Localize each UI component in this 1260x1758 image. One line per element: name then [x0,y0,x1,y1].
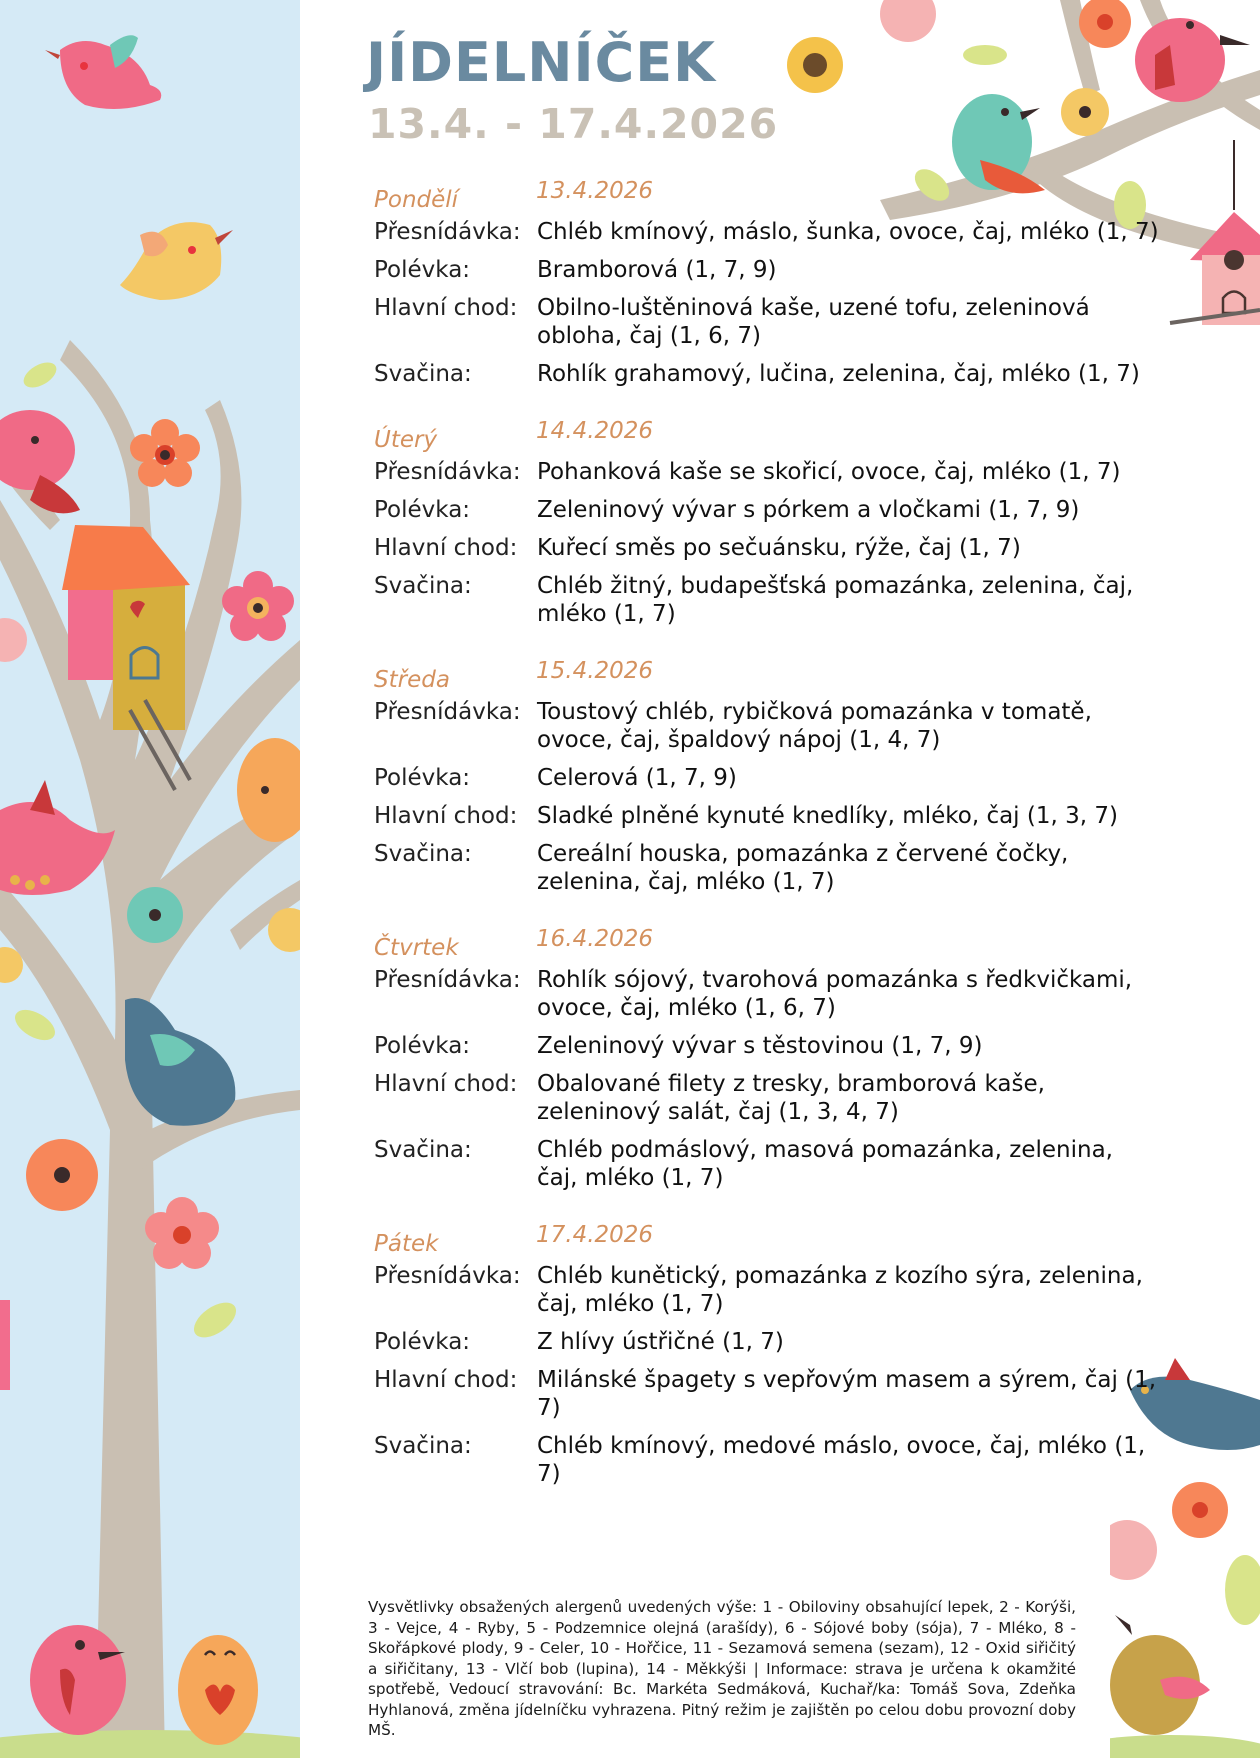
day-friday [374,1222,1194,1488]
day-date: 16.4.2026 [536,926,654,952]
meal-label: Hlavní chod: [374,535,518,561]
pink-bird-branch-icon [0,410,80,513]
meal-row-snack-morning [374,218,1194,246]
pink-bird-bottom-icon [30,1625,126,1735]
meal-row-soup [374,1328,1194,1356]
meal-row-snack-morning [374,966,1194,1022]
day-date: 15.4.2026 [536,658,654,684]
day-name: Čtvrtek [374,935,459,961]
meal-label: Hlavní chod: [374,1367,518,1393]
meal-label: Polévka: [374,1329,471,1355]
meal-value: Rohlík grahamový, lučina, zelenina, čaj, mléko (1, 7) [537,361,1140,387]
meal-label: Hlavní chod: [374,1071,518,1097]
orange-star-flower-icon [26,1139,98,1211]
meal-label: Přesnídávka: [374,459,521,485]
meal-label: Svačina: [374,841,472,867]
teal-flower-icon [127,887,183,943]
meal-value: Rohlík sójový, tvarohová pomazánka s ředkvičkami, ovoce, čaj, mléko (1, 6, 7) [537,967,1133,1021]
tree-illustration [0,0,300,1758]
meal-row-soup [374,764,1194,792]
meal-row-snack-morning [374,1262,1194,1318]
meal-value: Chléb žitný, budapešťská pomazánka, zelenina, čaj, mléko (1, 7) [537,573,1134,627]
olive-bird-icon [1110,1615,1210,1735]
orange-flower-icon [130,419,200,487]
meal-label: Polévka: [374,1033,471,1059]
meal-value: Kuřecí směs po sečuánsku, rýže, čaj (1, 7) [537,535,1021,561]
meal-label: Přesnídávka: [374,699,521,725]
weekly-menu [374,178,1194,1518]
yellow-bird-icon [120,222,233,300]
day-name: Úterý [374,427,438,453]
day-header [374,418,1194,452]
day-date: 13.4.2026 [536,178,654,204]
meal-row-main [374,534,1194,562]
meal-row-snack-morning [374,458,1194,486]
meal-value: Zeleninový vývar s pórkem a vločkami (1, 7, 9) [537,497,1080,523]
day-thursday [374,926,1194,1192]
meal-row-snack-afternoon [374,1432,1194,1488]
meal-value: Obalované filety z tresky, bramborová kaše, zeleninový salát, čaj (1, 3, 4, 7) [537,1071,1045,1125]
meal-label: Polévka: [374,257,471,283]
meal-value: Milánské špagety s vepřovým masem a sýrem, čaj (1, 7) [537,1367,1157,1421]
meal-row-main [374,294,1194,350]
red-flower-icon [145,1197,219,1269]
meal-value: Toustový chléb, rybičková pomazánka v tomatě, ovoce, čaj, špaldový nápoj (1, 4, 7) [537,699,1092,753]
day-name: Pondělí [374,187,459,213]
meal-row-snack-morning [374,698,1194,754]
day-header [374,1222,1194,1256]
meal-row-snack-afternoon [374,840,1194,896]
meal-row-soup [374,496,1194,524]
meal-value: Chléb podmáslový, masová pomazánka, zelenina, čaj, mléko (1, 7) [537,1137,1113,1191]
day-name: Pátek [374,1231,439,1257]
meal-row-soup [374,1032,1194,1060]
rose-icon [880,0,936,42]
meal-row-main [374,1366,1194,1422]
meal-label: Přesnídávka: [374,967,521,993]
meal-value: Z hlívy ústřičné (1, 7) [537,1329,784,1355]
meal-value: Bramborová (1, 7, 9) [537,257,777,283]
meal-row-snack-afternoon [374,360,1194,388]
day-tuesday [374,418,1194,628]
meal-label: Polévka: [374,765,471,791]
day-date: 14.4.2026 [536,418,654,444]
allergen-legend-footer: Vysvětlivky obsažených alergenů uvedených výše: 1 - Obiloviny obsahující lepek, 2 - Korýši, 3 - Vejce, 4 - Ryby, 5 - Podzemnice olejná (arašídy), 6 - Sójové boby (sója), 7 - Mléko, 8 - Skořápkové plody, 9 - Celer, 10 - Hořčice, 11 - Sezamová semena (sezam), 12 - Oxid siřičitý a siřičitany, 13 - Vlčí bob (lupina), 14 - Měkkýši | Informace: strava je určena k okamžité spotřebě, Vedoucí stravování: Bc. Markéta Sedmáková, Kuchař/ka: Tomáš Sova, Zdeňka Hyhlanová, změna jídelníčku vyhrazena. Pitný režim je zajištěn po celou dobu provozní doby MŠ. [368,1598,1076,1739]
meal-value: Obilno-luštěninová kaše, uzené tofu, zeleninová obloha, čaj (1, 6, 7) [537,295,1090,349]
yellow-flower-top-icon [1061,88,1109,136]
meal-label: Přesnídávka: [374,1263,521,1289]
meal-row-main [374,1070,1194,1126]
meal-label: Svačina: [374,361,472,387]
day-header [374,658,1194,692]
rose-right-icon [1110,1520,1157,1580]
day-wednesday [374,658,1194,896]
meal-value: Celerová (1, 7, 9) [537,765,737,791]
meal-row-soup [374,256,1194,284]
meal-row-snack-afternoon [374,572,1194,628]
meal-label: Přesnídávka: [374,219,521,245]
pink-bird-icon [45,35,161,109]
day-monday [374,178,1194,388]
decorative-side-panel [0,0,300,1758]
meal-value: Pohanková kaše se skořicí, ovoce, čaj, mléko (1, 7) [537,459,1121,485]
meal-value: Chléb kmínový, medové máslo, ovoce, čaj, mléko (1, 7) [537,1433,1146,1487]
meal-value: Chléb kmínový, máslo, šunka, ovoce, čaj, mléko (1, 7) [537,219,1159,245]
day-name: Středa [374,667,450,693]
page-title: JÍDELNÍČEK [366,31,716,94]
day-header [374,926,1194,960]
day-date: 17.4.2026 [536,1222,654,1248]
date-range: 13.4. - 17.4.2026 [368,100,779,148]
meal-value: Chléb kunětický, pomazánka z kozího sýra, zelenina, čaj, mléko (1, 7) [537,1263,1143,1317]
meal-row-main [374,802,1194,830]
meal-label: Svačina: [374,1433,472,1459]
orange-chick-heart-icon [178,1635,258,1745]
meal-label: Svačina: [374,1137,472,1163]
meal-value: Sladké plněné kynuté knedlíky, mléko, čaj (1, 3, 7) [537,803,1118,829]
meal-value: Zeleninový vývar s těstovinou (1, 7, 9) [537,1033,983,1059]
day-header [374,178,1194,212]
meal-label: Hlavní chod: [374,803,518,829]
meal-value: Cereální houska, pomazánka z červené čočky, zelenina, čaj, mléko (1, 7) [537,841,1069,895]
pink-flower-icon [222,571,294,641]
meal-label: Polévka: [374,497,471,523]
meal-label: Hlavní chod: [374,295,518,321]
sunflower-icon [787,37,843,93]
meal-row-snack-afternoon [374,1136,1194,1192]
meal-label: Svačina: [374,573,472,599]
